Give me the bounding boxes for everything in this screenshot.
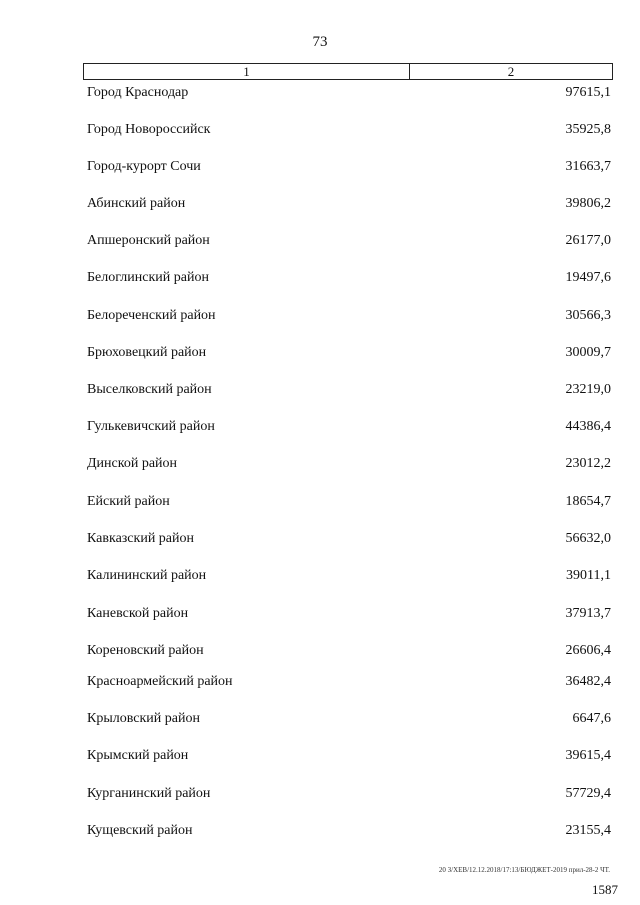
region-name: Город Новороссийск: [87, 122, 211, 137]
region-name: Ейский район: [87, 494, 170, 509]
table-row: [87, 231, 611, 251]
region-value: 36482,4: [565, 674, 611, 689]
table-row: [87, 604, 611, 624]
region-value: 37913,7: [565, 606, 611, 621]
table-row: [87, 821, 611, 841]
table-row: [87, 566, 611, 586]
table-row: [87, 672, 611, 692]
sheet-number: 1587: [592, 882, 618, 897]
region-value: 26606,4: [565, 643, 611, 658]
region-value: 6647,6: [572, 711, 611, 726]
table-row: [87, 492, 611, 512]
page-number: 73: [312, 34, 328, 50]
region-name: Калининский район: [87, 568, 207, 583]
table-row: [87, 529, 611, 549]
region-name: Курганинский район: [87, 786, 211, 801]
region-name: Выселковский район: [87, 382, 212, 397]
table-row: [87, 343, 611, 363]
region-value: 30566,3: [565, 308, 611, 323]
column-2-header: 2: [507, 64, 515, 79]
table-row: [87, 83, 611, 103]
table-row: [87, 380, 611, 400]
region-name: Город Краснодар: [87, 85, 189, 100]
region-value: 39011,1: [566, 568, 611, 583]
table-row: [87, 157, 611, 177]
region-name: Гулькевичский район: [87, 419, 215, 434]
region-value: 23012,2: [565, 456, 611, 471]
column-1-header: 1: [84, 64, 410, 79]
region-value: 30009,7: [565, 345, 611, 360]
document-stamp: 20 З/ХЕВ/12.12.2018/17:13/БЮДЖЕТ-2019 прил-28-2 ЧТ.: [438, 866, 610, 874]
region-value: 56632,0: [565, 531, 611, 546]
table-row: [87, 784, 611, 804]
table-row: [87, 194, 611, 214]
table-row: [87, 709, 611, 729]
table-row: [87, 746, 611, 766]
region-name: Белореченский район: [87, 308, 216, 323]
table-row: [87, 454, 611, 474]
region-value: 35925,8: [565, 122, 611, 137]
region-name: Брюховецкий район: [87, 345, 207, 360]
region-value: 57729,4: [565, 786, 611, 801]
table-column-header: [83, 63, 613, 80]
region-name: Красноармейский район: [87, 674, 233, 689]
region-value: 23155,4: [565, 823, 611, 838]
table-row: [87, 120, 611, 140]
region-value: 44386,4: [565, 419, 611, 434]
table-row: [87, 306, 611, 326]
region-name: Кореновский район: [87, 643, 204, 658]
region-value: 26177,0: [565, 233, 611, 248]
region-name: Каневской район: [87, 606, 189, 621]
region-value: 31663,7: [565, 159, 611, 174]
table-row: [87, 268, 611, 288]
region-value: 23219,0: [565, 382, 611, 397]
region-name: Кавказский район: [87, 531, 195, 546]
table-row: [87, 641, 611, 661]
region-value: 18654,7: [565, 494, 611, 509]
region-name: Апшеронский район: [87, 233, 210, 248]
region-name: Динской район: [87, 456, 178, 471]
region-value: 97615,1: [565, 85, 611, 100]
region-name: Крыловский район: [87, 711, 200, 726]
region-value: 39615,4: [565, 748, 611, 763]
region-name: Белоглинский район: [87, 270, 209, 285]
region-name: Абинский район: [87, 196, 186, 211]
region-name: Город-курорт Сочи: [87, 159, 201, 174]
region-name: Крымский район: [87, 748, 189, 763]
region-name: Кущевский район: [87, 823, 193, 838]
region-value: 19497,6: [565, 270, 611, 285]
table-row: [87, 417, 611, 437]
region-value: 39806,2: [565, 196, 611, 211]
